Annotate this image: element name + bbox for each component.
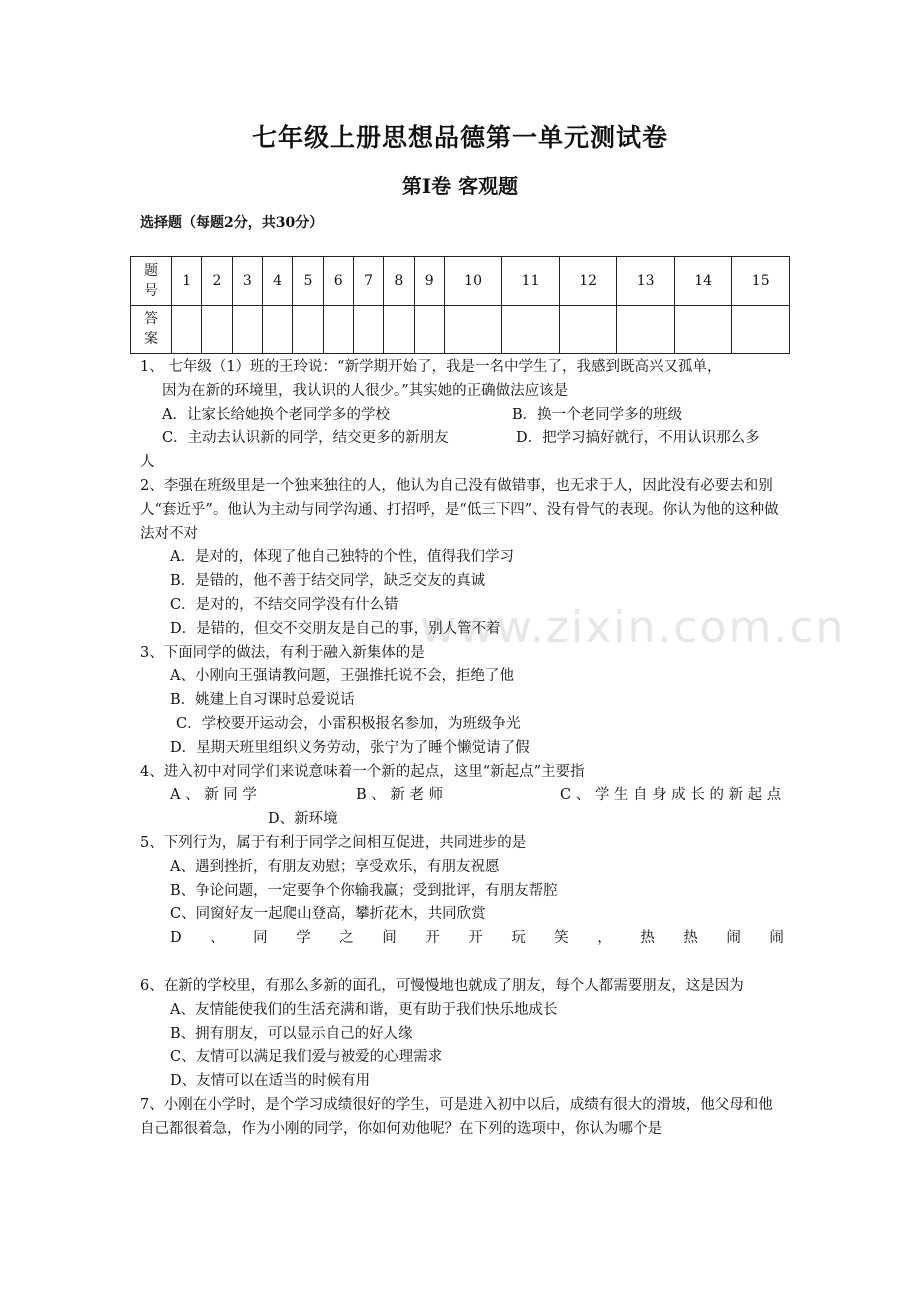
answer-cell[interactable] bbox=[384, 305, 414, 354]
option-d-wrap: 人 bbox=[140, 454, 155, 471]
option-c: C．主动去认识新的同学，结交更多的新朋友 bbox=[162, 430, 449, 447]
row-header-number: 题 号 bbox=[131, 257, 172, 306]
number-cell: 6 bbox=[323, 257, 353, 306]
number-cell: 11 bbox=[502, 257, 560, 306]
option-a: A、遇到挫折，有朋友劝慰；享受欢乐，有朋友祝愿 bbox=[170, 858, 500, 875]
answer-row bbox=[131, 305, 790, 354]
option-c: C、友情可以满足我们爱与被爱的心理需求 bbox=[170, 1049, 443, 1066]
question-5-stem: 5、下列行为，属于有利于同学之间相互促进，共同进步的是 bbox=[140, 834, 527, 851]
option-d: D、友情可以在适当的时候有用 bbox=[170, 1073, 371, 1090]
questions bbox=[140, 356, 784, 1142]
number-cell: 10 bbox=[444, 257, 502, 306]
question-1-stem-cont: 因为在新的环境里，我认识的人很少。”其实她的正确做法应该是 bbox=[162, 382, 569, 399]
answer-cell[interactable] bbox=[414, 305, 444, 354]
answer-cell[interactable] bbox=[444, 305, 502, 354]
option-b: B．换一个老同学多的班级 bbox=[512, 406, 683, 423]
option-a: A、小刚向王强请教问题，王强推托说不会，拒绝了他 bbox=[170, 668, 514, 685]
option-b: B．姚建上自习课时总爱说话 bbox=[170, 692, 355, 709]
section-heading: 选择题（每题2分，共30分） bbox=[140, 215, 324, 231]
number-cell: 13 bbox=[617, 257, 675, 306]
option-d: D、新环境 bbox=[268, 811, 338, 828]
answer-cell[interactable] bbox=[559, 305, 617, 354]
answer-cell[interactable] bbox=[293, 305, 323, 354]
number-cell: 9 bbox=[414, 257, 444, 306]
blank-line bbox=[140, 951, 784, 975]
row-header-answer: 答 案 bbox=[131, 305, 172, 354]
answer-cell[interactable] bbox=[262, 305, 292, 354]
option-b: B、拥有朋友，可以显示自己的好人缘 bbox=[170, 1025, 413, 1042]
number-cell: 3 bbox=[232, 257, 262, 306]
number-cell: 8 bbox=[384, 257, 414, 306]
page-subtitle: 第Ⅰ卷 客观题 bbox=[401, 174, 519, 198]
question-2-stem: 2、李强在班级里是一个独来独往的人，他认为自己没有做错事，也无求于人，因此没有必要去和别人“套近乎”。他认为主动与同学沟通、打招呼，是“低三下四”、没有骨气的表现。你认为他的这种做法对不对 bbox=[140, 477, 779, 542]
question-6-stem: 6、在新的学校里，有那么多新的面孔，可慢慢地也就成了朋友，每个人都需要朋友，这是因为 bbox=[140, 977, 744, 994]
option-d: D 、 同 学 之 间 开 开 玩 笑 ， 热 热 闹 闹 bbox=[170, 930, 784, 947]
question-number-row bbox=[131, 257, 790, 306]
question-7-stem: 7、小刚在小学时，是个学习成绩很好的学生，可是进入初中以后，成绩有很大的滑坡，他父母和他自己都很着急，作为小刚的同学，你如何劝他呢？在下列的选项中，你认为哪个是 bbox=[140, 1096, 773, 1137]
answer-cell[interactable] bbox=[732, 305, 790, 354]
number-cell: 15 bbox=[732, 257, 790, 306]
option-b: B 、 新 老 师 bbox=[356, 787, 444, 804]
answer-cell[interactable] bbox=[172, 305, 202, 354]
option-a: A 、 新 同 学 bbox=[170, 787, 257, 804]
answer-cell[interactable] bbox=[323, 305, 353, 354]
answer-cell[interactable] bbox=[674, 305, 732, 354]
answer-cell[interactable] bbox=[232, 305, 262, 354]
option-c: C．是对的，不结交同学没有什么错 bbox=[170, 596, 399, 613]
answer-cell[interactable] bbox=[502, 305, 560, 354]
option-a: A．是对的，体现了他自己独特的个性，值得我们学习 bbox=[170, 549, 514, 566]
option-d: D．星期天班里组织义务劳动，张宁为了睡个懒觉请了假 bbox=[170, 739, 530, 756]
question-3-stem: 3、下面同学的做法，有利于融入新集体的是 bbox=[140, 644, 425, 661]
question-1-options-cd bbox=[140, 427, 784, 451]
answer-table bbox=[130, 256, 790, 354]
number-cell: 2 bbox=[202, 257, 232, 306]
question-1-stem: 1、 七年级（1）班的王玲说：“新学期开始了，我是一名中学生了，我感到既高兴又孤单， bbox=[140, 359, 722, 375]
number-cell: 4 bbox=[262, 257, 292, 306]
number-cell: 7 bbox=[353, 257, 383, 306]
answer-cell[interactable] bbox=[617, 305, 675, 354]
option-b: B．是错的，他不善于结交同学，缺乏交友的真诚 bbox=[170, 573, 486, 590]
option-d: D．把学习搞好就行，不用认识那么多 bbox=[516, 430, 760, 447]
option-a: A．让家长给她换个老同学多的学校 bbox=[162, 406, 390, 423]
answer-cell[interactable] bbox=[202, 305, 232, 354]
option-c: C 、 学 生 自 身 成 长 的 新 起 点 bbox=[560, 787, 782, 804]
answer-cell[interactable] bbox=[353, 305, 383, 354]
watermark: www.zixin.com.cn bbox=[420, 602, 846, 653]
option-d: D．是错的，但交不交朋友是自己的事，别人管不着 bbox=[170, 620, 501, 637]
number-cell: 12 bbox=[559, 257, 617, 306]
option-c: C、同窗好友一起爬山登高，攀折花木，共同欣赏 bbox=[170, 906, 486, 923]
page-title: 七年级上册思想品德第一单元测试卷 bbox=[251, 123, 668, 152]
number-cell: 1 bbox=[172, 257, 202, 306]
option-b: B、争论问题，一定要争个你输我赢；受到批评，有朋友帮腔 bbox=[170, 882, 558, 899]
option-a: A、友情能使我们的生活充满和谐，更有助于我们快乐地成长 bbox=[170, 1001, 558, 1018]
question-4-stem: 4、进入初中对同学们来说意味着一个新的起点，这里“新起点”主要指 bbox=[140, 763, 585, 780]
option-c: C．学校要开运动会，小雷积极报名参加，为班级争光 bbox=[176, 715, 521, 732]
number-cell: 14 bbox=[674, 257, 732, 306]
question-4-options-abc bbox=[140, 784, 784, 808]
question-1-options-ab bbox=[140, 404, 784, 428]
number-cell: 5 bbox=[293, 257, 323, 306]
